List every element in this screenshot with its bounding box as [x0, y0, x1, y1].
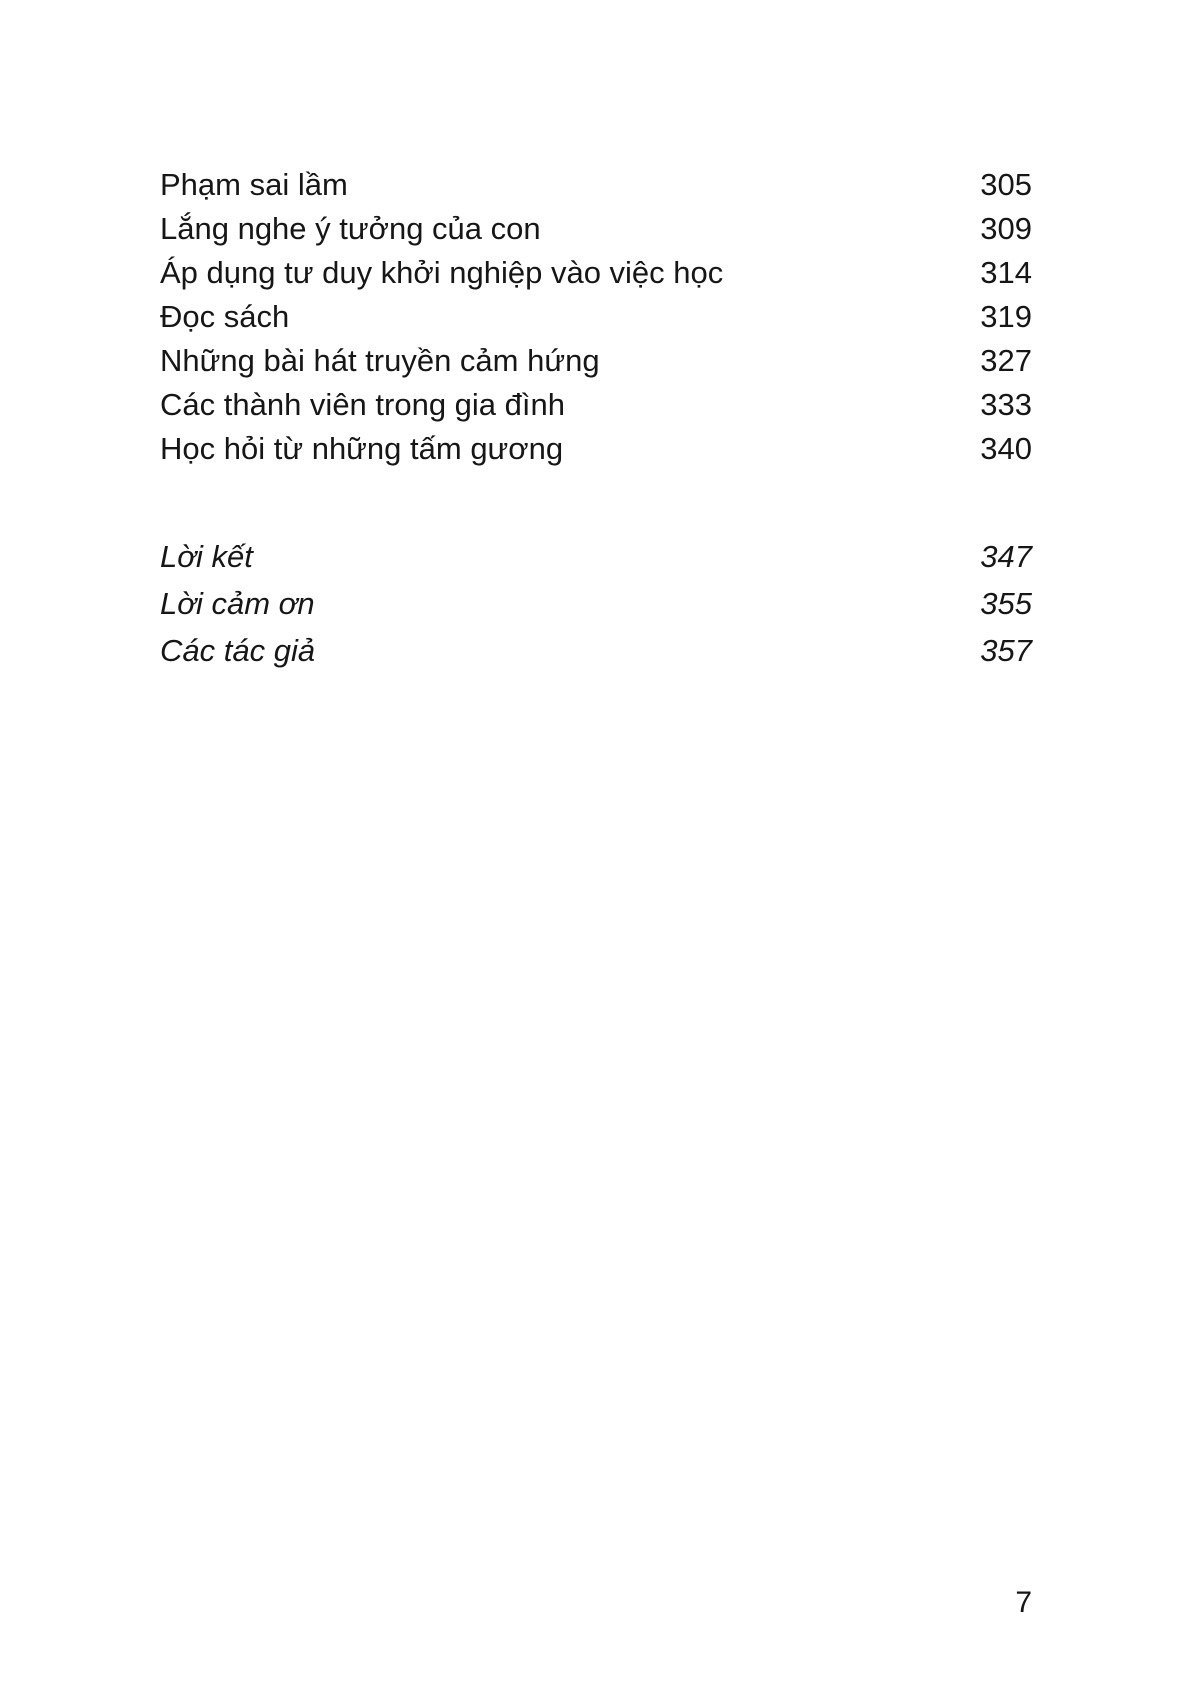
toc-section-gap — [160, 471, 1032, 533]
toc-entry-page: 357 — [980, 633, 1032, 668]
toc-entry-page: 319 — [980, 299, 1032, 334]
toc-entry-title: Lắng nghe ý tưởng của con — [160, 211, 541, 246]
toc-entry-back-matter — [160, 533, 1032, 580]
toc-entry — [160, 207, 1032, 251]
toc-entry-page: 309 — [980, 211, 1032, 246]
page-number: 7 — [1015, 1586, 1032, 1619]
toc-entry-page: 340 — [980, 431, 1032, 466]
toc-entry — [160, 251, 1032, 295]
toc-entry-title: Phạm sai lầm — [160, 167, 348, 202]
toc-entry — [160, 383, 1032, 427]
table-of-contents — [160, 163, 1032, 674]
toc-entry — [160, 427, 1032, 471]
toc-entry-title: Đọc sách — [160, 299, 290, 334]
toc-entry-title: Lời kết — [160, 539, 253, 574]
toc-entry — [160, 339, 1032, 383]
toc-entry-page: 314 — [980, 255, 1032, 290]
toc-entry-page: 327 — [980, 343, 1032, 378]
toc-entry-page: 355 — [980, 586, 1032, 621]
toc-entry-title: Lời cảm ơn — [160, 586, 315, 621]
toc-entry-title: Các tác giả — [160, 633, 316, 668]
toc-entry-title: Các thành viên trong gia đình — [160, 387, 565, 422]
toc-entry-title: Học hỏi từ những tấm gương — [160, 431, 564, 466]
toc-entry-page: 305 — [980, 167, 1032, 202]
toc-entry-back-matter — [160, 580, 1032, 627]
toc-entry-page: 333 — [980, 387, 1032, 422]
toc-entry — [160, 295, 1032, 339]
toc-entry-page: 347 — [980, 539, 1032, 574]
toc-entry-title: Những bài hát truyền cảm hứng — [160, 343, 600, 378]
toc-entry-title: Áp dụng tư duy khởi nghiệp vào việc học — [160, 255, 724, 290]
toc-entry — [160, 163, 1032, 207]
toc-entry-back-matter — [160, 627, 1032, 674]
